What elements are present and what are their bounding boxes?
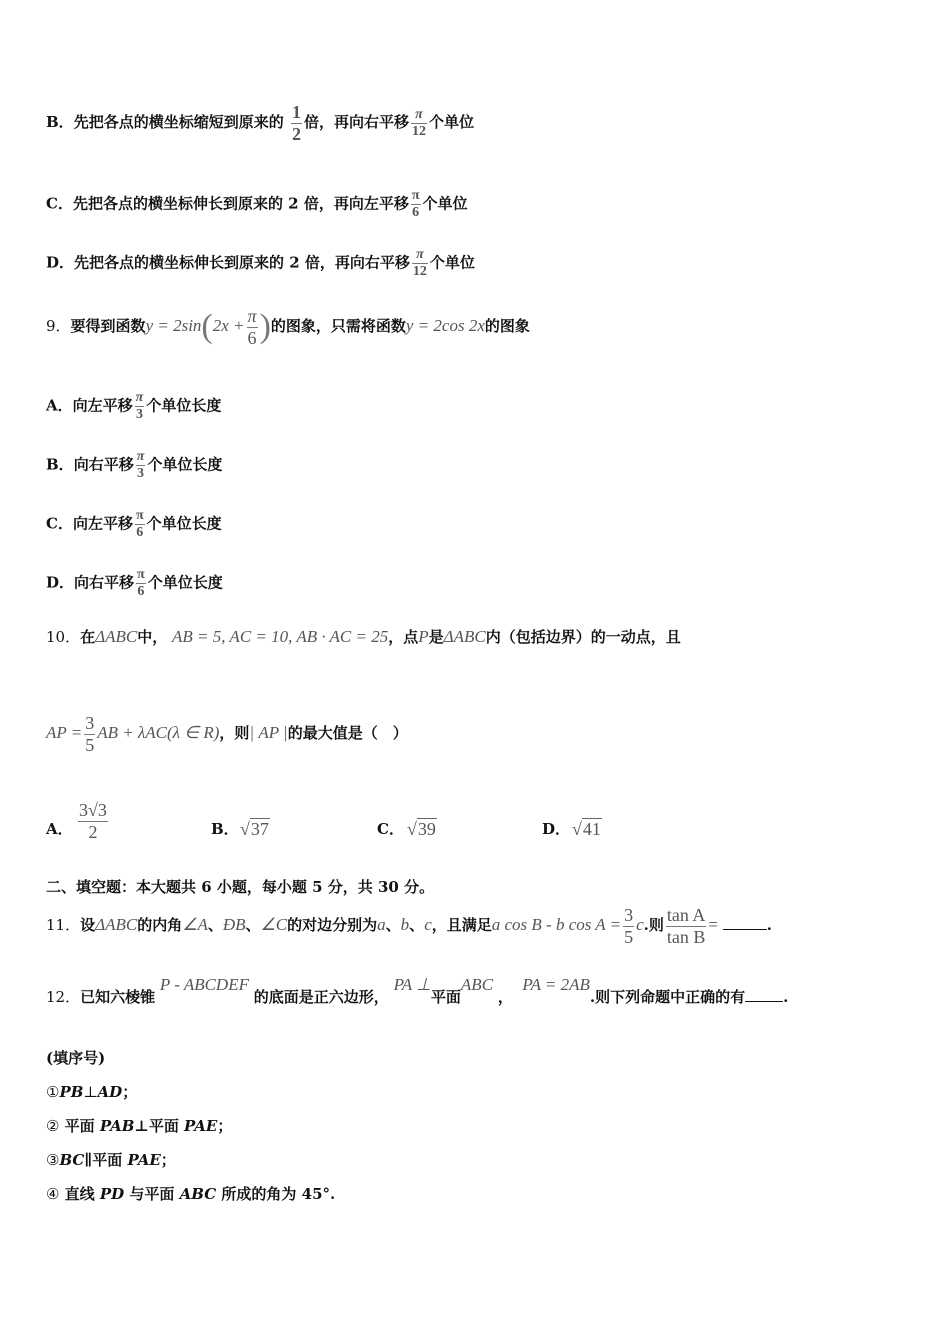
q9-option-b: B．向右平移 $\frac{\pi}{3}$ 个单位长度 xyxy=(46,449,223,482)
q10-option-b: B． xyxy=(211,820,239,838)
fraction-one-half: $\frac{1}{2}$ xyxy=(291,102,301,144)
q12-item-2: ② 平面 PAB⊥平面 PAE； xyxy=(46,1117,233,1135)
answer-blank[interactable] xyxy=(723,929,767,930)
q12-item-4: ④ 直线 PD 与平面 ABC 所成的角为 45°. xyxy=(46,1185,336,1203)
q8-option-b: B．先把各点的横坐标缩短到原来的 $\frac{1}{2}$ 倍，再向右平移 $\frac{\pi}{12}$ 个单位 xyxy=(46,102,474,144)
q9-option-a: A．向左平移 $\frac{\pi}{3}$ 个单位长度 xyxy=(46,390,222,423)
q9-option-c: C．向左平移 $\frac{\pi}{6}$ 个单位长度 xyxy=(46,508,222,541)
q8-option-d: D．先把各点的横坐标伸长到原来的 2 倍，再向右平移 $\frac{\pi}{12}$ 个单位 xyxy=(46,247,475,280)
q12-stem: 12．已知六棱锥 P - ABCDEF 的底面是正六边形， PA ⊥平面ABC ， PA = 2AB.则下列命题中正确的有 . xyxy=(46,975,789,1006)
q8-option-c: C．先把各点的横坐标伸长到原来的 2 倍，再向左平移 $\frac{\pi}{6}$ 个单位 xyxy=(46,188,468,221)
answer-blank[interactable] xyxy=(745,1001,783,1002)
q10-stem: 10．在ΔABC中， AB = 5, AC = 10, AB · AC = 25，点P是ΔABC内（包括边界）的一动点，且 xyxy=(46,627,681,646)
q12-item-1: ①PB⊥AD； xyxy=(46,1083,138,1101)
q10-condition: AP = $\frac{3}{5}$ AB + λAC(λ ∈ R)，则| AP |的最大值是（ ） xyxy=(46,713,408,755)
q12-note: (填序号) xyxy=(46,1049,106,1067)
q10-option-d: D． xyxy=(542,820,571,838)
q11-stem: 11．设ΔABC的内角∠A、ÐB、∠C的对边分别为a、b、c，且满足a cos B - b cos A = $\frac{3}{5}$ c.则 $\frac{\text{tan A}}{\text{tan B}}$ = . xyxy=(46,905,772,947)
q10-option-c: C． xyxy=(377,820,404,838)
q9-option-d: D．向右平移 $\frac{\pi}{6}$ 个单位长度 xyxy=(46,567,223,600)
q9-stem: 9．要得到函数y = 2sin(2x + $\frac{\pi}{6}$ )的图象，只需将函数y = 2cos 2x的图象 xyxy=(46,306,530,348)
q12-item-3: ③BC∥平面 PAE； xyxy=(46,1151,176,1169)
tan-ratio: $\frac{\text{tan A}}{\text{tan B}}$ xyxy=(666,905,706,947)
fraction-pi-6: $\frac{\pi}{6}$ xyxy=(411,188,420,221)
fraction-pi-12: $\frac{\pi}{12}$ xyxy=(412,247,427,280)
q10-option-a: A． xyxy=(46,820,73,838)
section-heading: 二、填空题：本大题共 6 小题，每小题 5 分，共 30 分。 xyxy=(46,878,435,896)
fraction-pi-12: $\frac{\pi}{12}$ xyxy=(411,106,426,139)
